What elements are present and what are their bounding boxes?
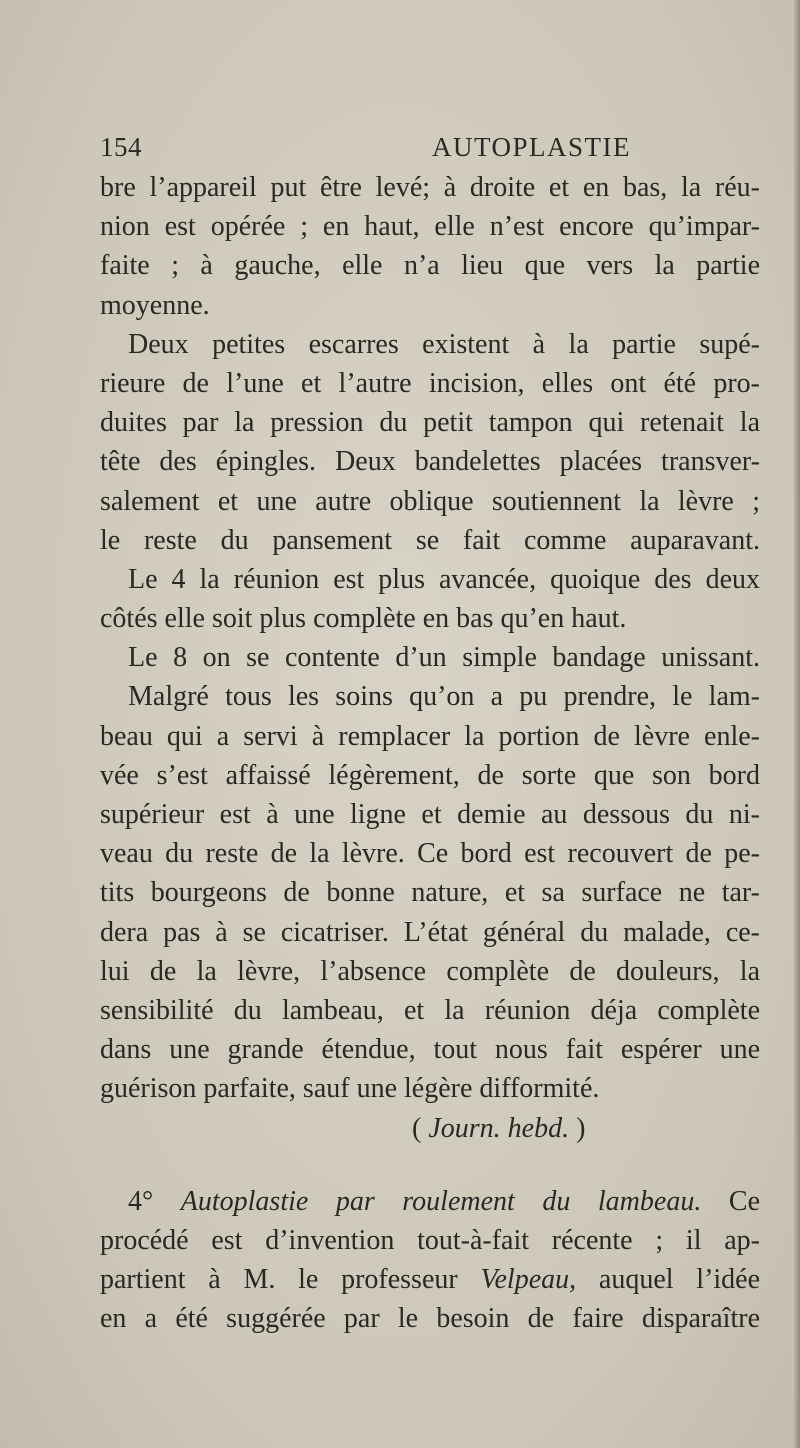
citation-open-paren: ( [412, 1112, 422, 1144]
section-gap [100, 1148, 760, 1182]
citation-close-paren: ) [576, 1112, 586, 1144]
text-line: Le 4 la réunion est plus avancée, quoique des deux [128, 563, 760, 595]
section-title: Autoplastie par roulement du lambeau. [180, 1185, 702, 1217]
text-line: faite ; à gauche, elle n’a lieu que vers la partie [100, 250, 760, 282]
page-number: 154 [100, 132, 142, 162]
text-line: dans une grande étendue, tout nous fait espérer une [100, 1034, 760, 1066]
line-end: auquel l’idée [598, 1264, 760, 1296]
text-line: salement et une autre oblique soutiennent la lèvre ; [100, 485, 760, 517]
text-line: guérison parfaite, sauf une légère difformité. [100, 1073, 600, 1105]
text-line: le reste du pansement se fait comme auparavant. [100, 524, 760, 556]
text-line [100, 1260, 760, 1299]
text-line: tête des épingles. Deux bandelettes placées transver- [100, 446, 760, 478]
running-title: AUTOPLASTIE [432, 132, 632, 162]
text-line: vée s’est affaissé légèrement, de sorte que son bord [100, 759, 760, 791]
body-text [100, 168, 760, 1338]
source-citation [100, 1109, 760, 1148]
page-header [100, 128, 760, 168]
text-line: dera pas à se cicatriser. L’état général du malade, ce- [100, 916, 760, 948]
text-line: beau qui a servi à remplacer la portion de lèvre enle- [100, 720, 760, 752]
text-line: rieure de l’une et l’autre incision, elles ont été pro- [100, 367, 760, 399]
text-line: duites par la pression du petit tampon qui retenait la [100, 407, 760, 439]
text-line: nion est opérée ; en haut, elle n’est encore qu’impar- [100, 211, 760, 243]
text-line: Malgré tous les soins qu’on a pu prendre, le lam- [128, 681, 760, 713]
surgeon-name: Velpeau, [480, 1264, 577, 1296]
text-line: Le 8 on se contente d’un simple bandage unissant. [128, 642, 760, 674]
text-line: veau du reste de la lèvre. Ce bord est recouvert de pe- [100, 838, 760, 870]
text-line: moyenne. [100, 289, 210, 321]
text-line: lui de la lèvre, l’absence complète de douleurs, la [100, 955, 760, 987]
text-line: en a été suggérée par le besoin de faire disparaître [100, 1303, 760, 1335]
text-line: supérieur est à une ligne et demie au dessous du ni- [100, 799, 760, 830]
text-line: Deux petites escarres existent à la partie supé- [128, 328, 760, 360]
text-line: sensibilité du lambeau, et la réunion déja complète [100, 994, 760, 1026]
section-number: 4° [128, 1185, 154, 1217]
line-start: partient à M. le professeur [100, 1264, 458, 1296]
text-line: tits bourgeons de bonne nature, et sa surface ne tar- [100, 877, 760, 909]
section-heading-continuation: Ce [728, 1185, 760, 1217]
section-heading-line [100, 1182, 760, 1221]
text-line: procédé est d’invention tout-à-fait récente ; il ap- [100, 1224, 760, 1256]
text-line: bre l’appareil put être levé; à droite et en bas, la réu- [100, 172, 760, 203]
citation-journal: Journ. hebd. [428, 1112, 570, 1144]
page-edge [794, 0, 800, 1448]
text-line: côtés elle soit plus complète en bas qu’en haut. [100, 603, 627, 635]
